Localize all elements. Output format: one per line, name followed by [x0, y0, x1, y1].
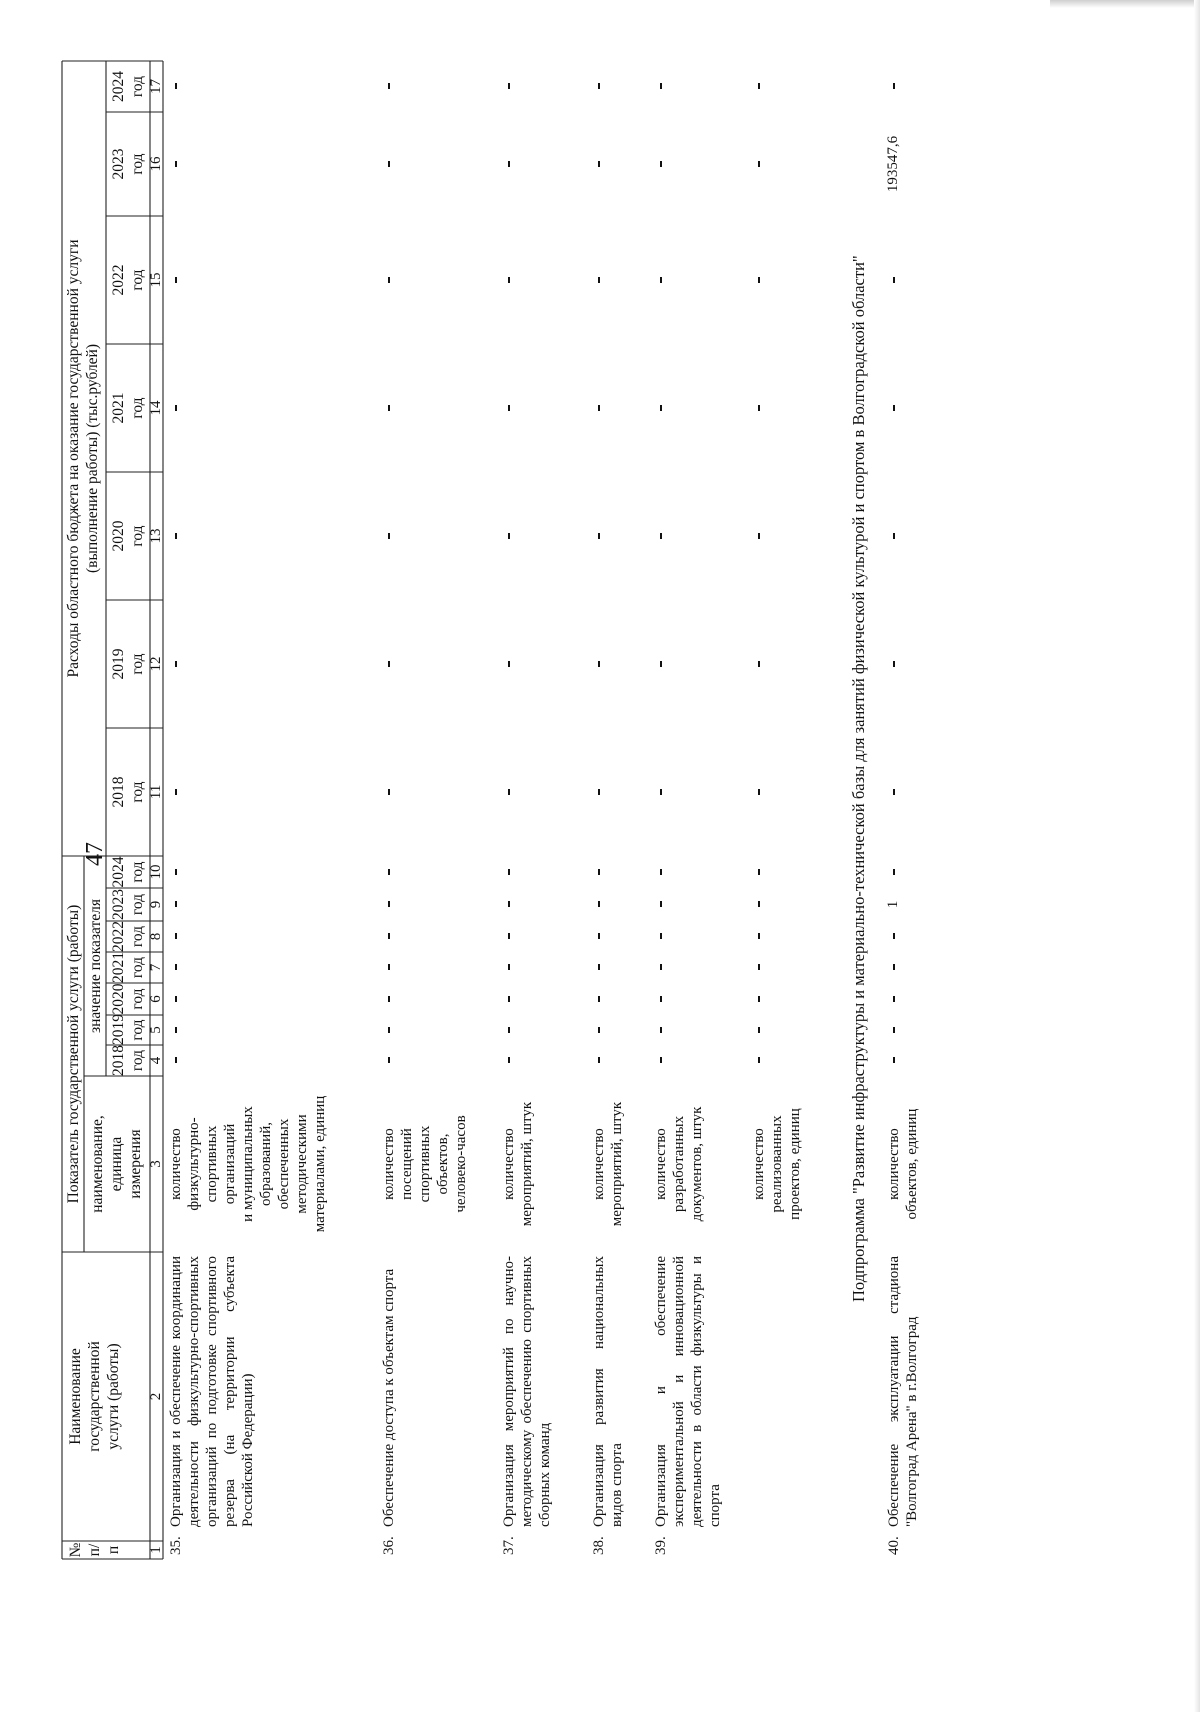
header-col-number: 12 — [148, 656, 164, 672]
indicator-label: количество мероприятий, штук — [501, 1101, 535, 1227]
subprogram-title: Подпрограмма "Развитие инфраструктуры и материально-технической базы для занятий физической культурой и спортом в Волгоградской области" — [849, 255, 868, 1302]
header-year-expense: 2021 год — [110, 392, 146, 424]
header-group-expenses: Расходы областного бюджета на оказание государственной услуги (выполнение работы) (тыс.рублей) — [65, 239, 101, 678]
indicator-label: количество мероприятий, штук — [591, 1101, 625, 1227]
indicator-label: количество объектов, единиц — [886, 1108, 920, 1220]
indicator-label: количество разработанных документов, штук — [653, 1106, 705, 1222]
indicator-label: количество физкультурно- спортивных организаций и муниципальных образований, обеспеченных методическими материалами, единиц — [168, 1095, 328, 1233]
service-name: Организация развития национальных видов спорта — [591, 1256, 625, 1527]
header-year-value: 2021 год — [110, 952, 146, 983]
indicator-value: 1 — [885, 900, 901, 909]
header-year-value: 2023 год — [110, 889, 146, 920]
header-col-indicator-name: наименование, единица измерения — [89, 1115, 144, 1213]
row-number: 38. — [591, 1536, 607, 1555]
service-name: Организация мероприятий по научно-методическому обеспечению спортивных сборных команд — [501, 1256, 553, 1527]
header-col-num: № п/п — [67, 1542, 122, 1558]
header-col-number: 10 — [148, 864, 164, 880]
header-group-indicator: Показатель государственной услуги (работы) — [65, 904, 82, 1204]
header-year-value: 2024 год — [110, 856, 146, 888]
header-year-expense: 2018 год — [110, 776, 146, 808]
header-year-expense: 2019 год — [110, 648, 146, 680]
header-col-number: 11 — [148, 784, 164, 800]
header-col-number: 4 — [148, 1056, 164, 1065]
service-name: Организация и обеспечение координации деятельности физкультурно-спортивных организаций по подготовке спортивного резерва (на территории субъекта Российской Федерации) — [168, 1256, 256, 1527]
header-col-number: 1 — [148, 1546, 164, 1554]
header-col-number: 14 — [148, 400, 164, 416]
header-col-name: Наименование государственной услуги (работы) — [67, 1341, 122, 1452]
header-year-value: 2020 год — [110, 983, 146, 1015]
row-number: 37. — [501, 1536, 517, 1555]
row-number: 40. — [886, 1536, 902, 1555]
header-year-expense: 2022 год — [110, 264, 146, 296]
row-number: 36. — [381, 1536, 397, 1555]
indicator-label: количество посещений спортивных объектов, человеко-часов — [381, 1115, 469, 1213]
header-col-number: 15 — [148, 272, 164, 288]
header-year-expense: 2024 год — [110, 71, 146, 102]
header-col-number: 9 — [148, 900, 164, 909]
row-number: 39. — [653, 1536, 669, 1555]
header-col-number: 3 — [148, 1160, 164, 1168]
header-col-number: 17 — [148, 79, 164, 94]
header-col-number: 7 — [148, 963, 164, 972]
header-year-expense: 2023 год — [110, 148, 146, 180]
service-name: Организация и обеспечение экспериментальной и инновационной деятельности в области физкультуры и спорта — [653, 1256, 723, 1527]
header-col-number: 2 — [148, 1392, 164, 1401]
row-number: 35. — [168, 1536, 184, 1555]
page-number: 47 — [82, 842, 108, 866]
header-col-number: 5 — [148, 1026, 164, 1034]
expense-value: 193547,6 — [885, 135, 901, 193]
header-col-number: 16 — [148, 156, 164, 172]
header-year-value: 2022 год — [110, 921, 146, 952]
header-year-value: 2018 год — [110, 1045, 146, 1076]
header-col-number: 13 — [148, 528, 164, 544]
service-name: Обеспечение доступа к объектам спорта — [381, 1268, 397, 1527]
indicator-label: количество реализованных проектов, единиц — [751, 1108, 803, 1220]
header-year-expense: 2020 год — [110, 520, 146, 552]
header-col-number: 6 — [148, 995, 164, 1003]
service-name: Обеспечение эксплуатации стадиона "Волгоград Арена" в г.Волгоград — [886, 1256, 920, 1527]
header-year-value: 2019 год — [110, 1014, 146, 1045]
header-col-number: 8 — [148, 932, 164, 941]
header-group-indicator-value: значение показателя — [87, 898, 104, 1034]
